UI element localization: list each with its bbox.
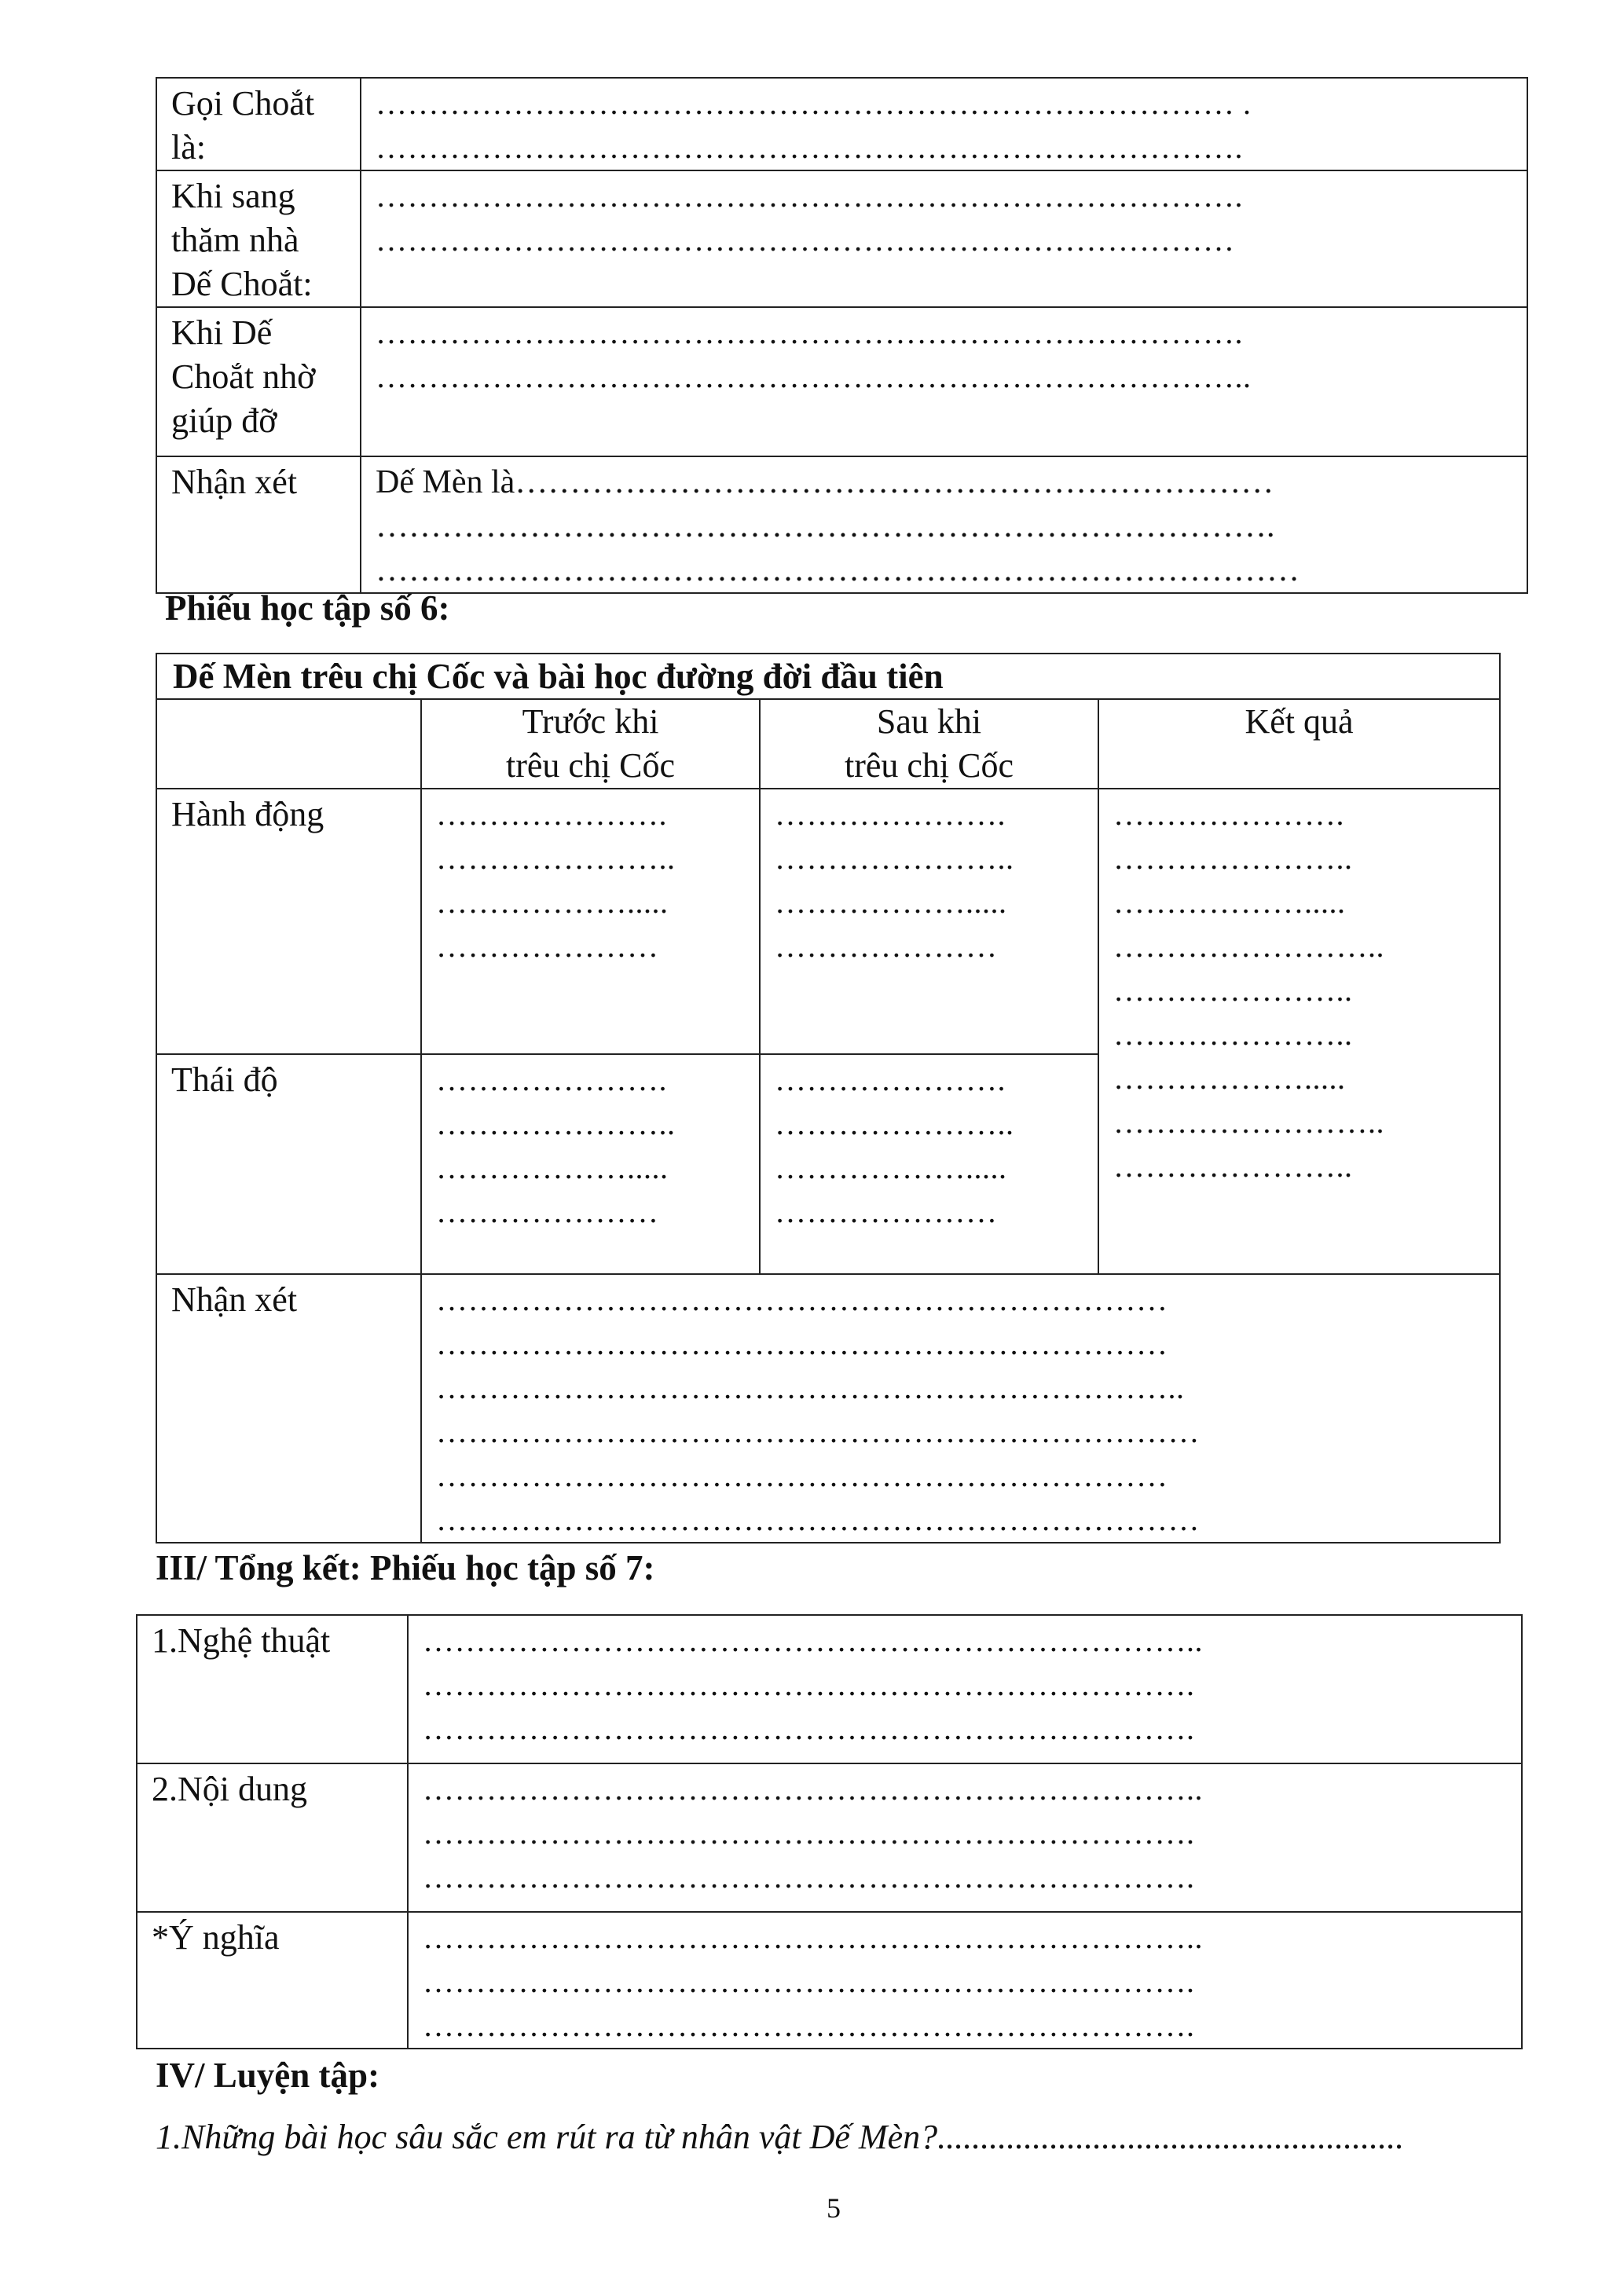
page-number: 5 [827,2192,841,2224]
answer-dots[interactable]: …………………. ………………….. ………………..... ………………… [436,1062,676,1229]
table-row [137,1912,1522,2049]
answer-dots[interactable]: ………………………………………………………………………. ……………………………………………………………………… [376,178,1243,258]
table-row [156,78,1527,170]
practice-question: 1.Những bài học sâu sắc em rút ra từ nhân vật Dế Mèn?...................................................... [156,2118,1405,2156]
table-row [156,789,1500,1054]
answer-dots[interactable]: ……………………………………………………………….. ………………………………………………………………. ………………………………………………………………. [423,1623,1203,1746]
comment-line[interactable]: Dế Mèn là…………………………………………………………… ………………………………………………………………………. ………………………………………………………………………… [376,464,1300,588]
sheet6-table [156,653,1501,1543]
table-row [156,1274,1500,1543]
character-analysis-table [156,77,1528,594]
table-row [156,170,1527,307]
answer-dots[interactable]: ……………………………………………………………….. ………………………………………………………………. ………………………………………………………………. [423,1771,1203,1895]
table-row [156,456,1527,593]
column-header-before: Trước khi trêu chị Cốc [505,702,676,785]
column-header-after: Sau khi trêu chị Cốc [844,702,1014,785]
row-label: Gọi Choắt là: [171,84,315,167]
practice-heading: IV/ Luyện tập: [156,2056,380,2095]
answer-dots[interactable]: …………………. ………………….. ………………..... ………………… [775,796,1014,964]
row-label-content: 2.Nội dung [152,1770,307,1808]
row-label-meaning: *Ý nghĩa [152,1918,280,1957]
row-label-action: Hành động [171,795,324,833]
table-row [137,1615,1522,1763]
table-row [156,307,1527,456]
answer-dots[interactable]: …………………. ………………….. ………………..... ………………… [775,1062,1014,1229]
row-label: Nhận xét [171,463,298,501]
row-label-comment: Nhận xét [171,1280,298,1319]
summary-table [136,1614,1523,2049]
row-label-attitude: Thái độ [171,1060,278,1099]
sheet7-heading: III/ Tổng kết: Phiếu học tập số 7: [156,1548,655,1587]
row-label-art: 1.Nghệ thuật [152,1621,331,1660]
answer-dots[interactable]: ……………………………………………………………………… . ………………………………………………………………………. [376,86,1252,165]
sheet6-title: Dế Mèn trêu chị Cốc và bài học đường đời đầu tiên [173,657,944,696]
row-label: Khi sang thăm nhà Dế Choắt: [171,177,313,303]
column-header-result: Kết quả [1245,702,1354,741]
sheet6-heading: Phiếu học tập số 6: [165,588,450,628]
answer-dots[interactable]: ………………………………………………………………………. ……………………………………………………………………….. [376,315,1252,394]
result-dots[interactable]: …………………. ………………….. ………………..... …………………….. ………………….. ………………….. ………………..... …………………….. ………………….. [1113,796,1384,1184]
row-label: Khi Dế Choắt nhờ giúp đỡ [171,313,316,440]
table-row [137,1763,1522,1912]
comment-dots[interactable]: …………………………………………………………… …………………………………………………………… …………………………………………………………….. ……………………………………………………………… …………………………………………………………… ……………………………………………………………… [436,1282,1200,1537]
answer-dots[interactable]: …………………. ………………….. ………………..... ………………… [436,796,676,964]
answer-dots[interactable]: ……………………………………………………………….. ………………………………………………………………. ………………………………………………………………. [423,1920,1203,2043]
